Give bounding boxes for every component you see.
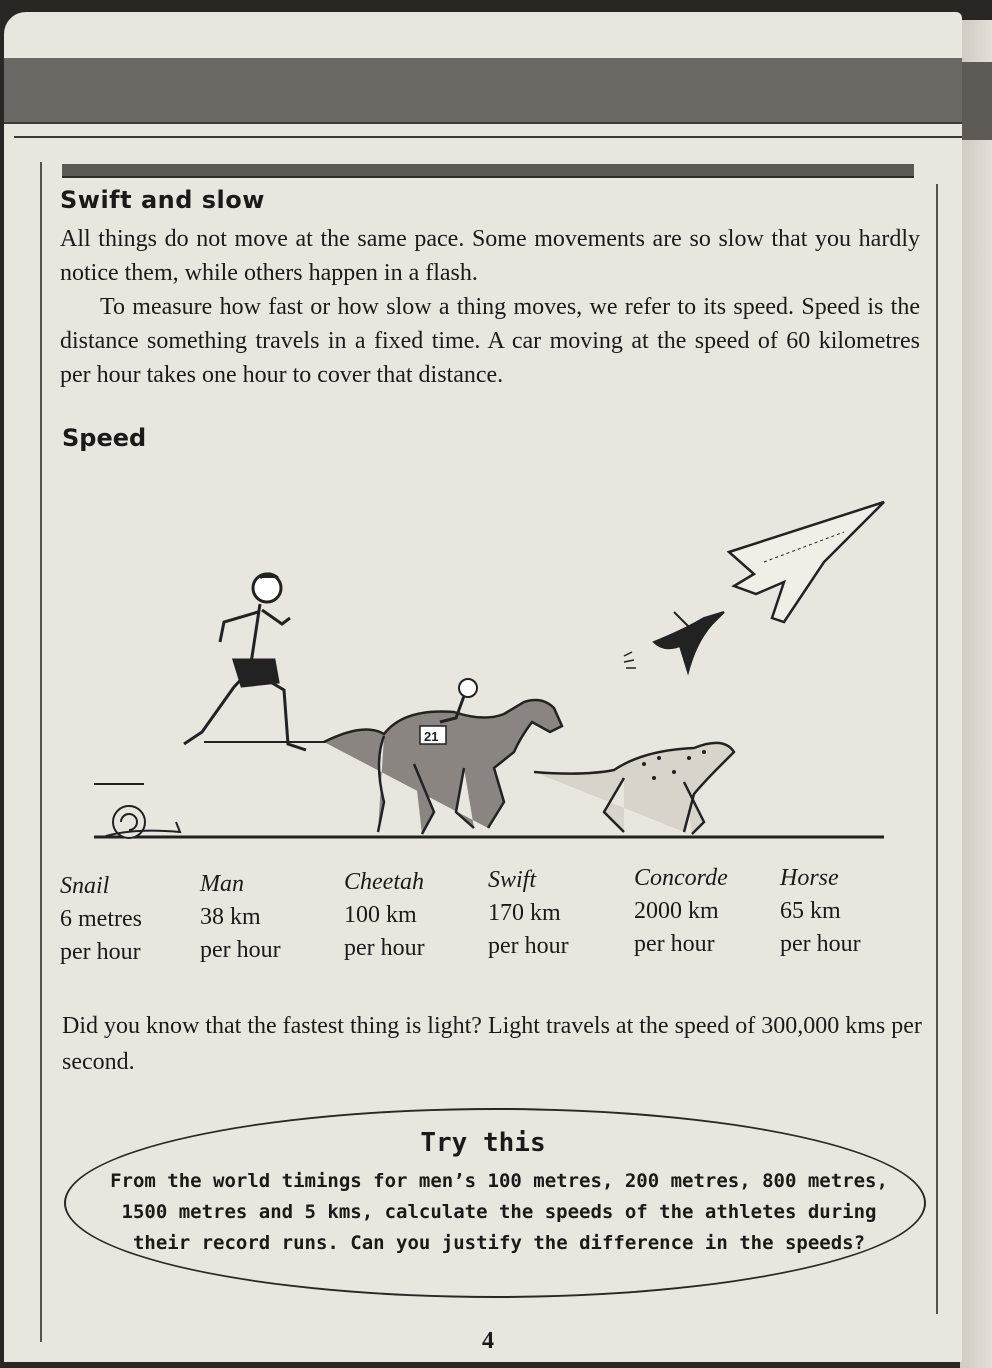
animal-speed-value: 2000 km: [634, 898, 719, 924]
animal-name: Concorde: [634, 865, 728, 891]
horse-number: 21: [424, 729, 439, 744]
concorde-icon: [729, 502, 884, 622]
speed-entry-swift: [488, 864, 569, 963]
horse-icon: [324, 679, 562, 834]
try-this-title: Try this: [420, 1128, 546, 1158]
try-this-body: From the world timings for men’s 100 metres, 200 metres, 800 metres, 1500 metres and 5 kms, calculate the speeds of the athletes during their record runs. Can you justify the difference in the speeds?: [110, 1170, 888, 1254]
speed-entry-concorde: [634, 862, 728, 961]
animal-name: Horse: [780, 865, 839, 891]
animal-speed-value: 38 km: [200, 904, 261, 930]
speed-illustration: [84, 482, 904, 852]
animal-speed-value: 65 km: [780, 898, 841, 924]
animal-speed-unit: per hour: [780, 931, 861, 957]
animal-name: Snail: [60, 873, 110, 899]
animal-speed-value: 100 km: [344, 902, 417, 928]
speed-entry-snail: [60, 870, 142, 969]
speed-entry-cheetah: [344, 866, 425, 965]
left-margin-rule: [40, 162, 42, 1342]
cheetah-icon: [534, 743, 734, 834]
speed-entry-man: [200, 868, 281, 967]
page-number: 4: [482, 1328, 494, 1354]
animal-name: Cheetah: [344, 869, 424, 895]
section-title: Swift and slow: [60, 186, 265, 214]
intro-paragraph: All things do not move at the same pace. Some movements are so slow that you hardly notice them, while others happen in a flash.: [60, 226, 920, 286]
section-bar: [62, 164, 914, 178]
header-rule: [14, 136, 962, 138]
speed-definition-paragraph: To measure how fast or how slow a thing moves, we refer to its speed. Speed is the distance something travels in a fixed time. A car moving at the speed of 60 kilometres per hour takes one hour to cover that distance.: [60, 294, 920, 388]
header-band: [4, 58, 962, 124]
snail-icon: [106, 806, 180, 838]
animal-speed-unit: per hour: [60, 939, 141, 965]
animal-speed-unit: per hour: [634, 931, 715, 957]
book-page: [4, 12, 962, 1362]
next-page-header-band: [960, 62, 992, 140]
speed-entry-horse: [780, 862, 861, 961]
animal-speed-value: 170 km: [488, 900, 561, 926]
speed-heading: Speed: [62, 424, 147, 452]
light-speed-fact: Did you know that the fastest thing is light? Light travels at the speed of 300,000 kms per second.: [62, 1013, 922, 1075]
animal-name: Man: [200, 871, 244, 897]
animal-name: Swift: [488, 867, 537, 893]
animal-speed-unit: per hour: [488, 933, 569, 959]
next-page-edge: [960, 20, 992, 1368]
animal-speed-value: 6 metres: [60, 906, 142, 932]
animal-speed-unit: per hour: [344, 935, 425, 961]
animal-speed-unit: per hour: [200, 937, 281, 963]
runner-icon: [184, 574, 306, 750]
swift-icon: [624, 612, 724, 672]
